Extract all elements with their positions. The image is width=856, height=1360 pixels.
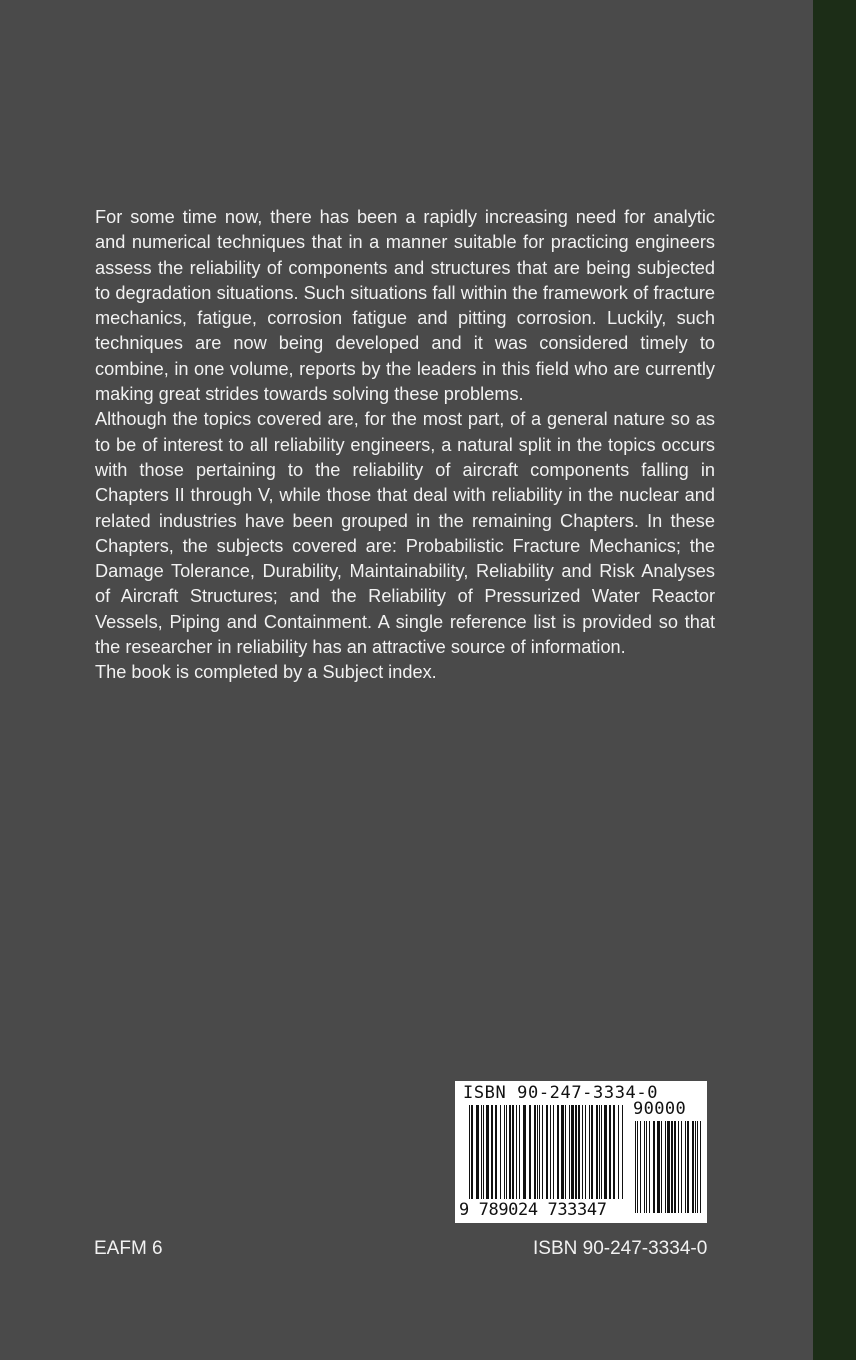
- barcode-bar: [553, 1105, 554, 1199]
- blurb-paragraph-2: Although the topics covered are, for the most part, of a general nature so as to be of interest to all reliability engineers, a natural split in the topics occurs with those pertaining to the reliability of aircraft components falling in Chapters II through V, while those that deal with reliability in the nuclear and related industries have been grouped in the remaining Chapters. In these Chapters, the subjects covered are: Probabilistic Fracture Mechanics; the Damage Tolerance, Durability, Maintainability, Reliability and Risk Analyses of Aircraft Structures; and the Reliability of Pressurized Water Reactor Vessels, Piping and Containment. A single reference list is provided so that the researcher in reliability has an attractive source of information.: [95, 409, 715, 658]
- barcode-bar: [542, 1105, 543, 1199]
- barcode-bar: [697, 1121, 698, 1213]
- barcode-supplement-number: 90000: [633, 1099, 687, 1119]
- barcode-bar: [657, 1121, 660, 1213]
- cover-blurb: [95, 205, 715, 686]
- barcode-bar: [622, 1105, 623, 1199]
- barcode-isbn-label: ISBN 90-247-3334-0: [463, 1083, 659, 1103]
- barcode-ean-number: 9 789024 733347: [459, 1200, 607, 1220]
- barcode-bar: [481, 1105, 482, 1199]
- barcode-bar: [695, 1121, 696, 1213]
- series-label: EAFM 6: [94, 1238, 163, 1259]
- barcode-bar: [582, 1105, 583, 1199]
- barcode-bar: [546, 1105, 548, 1199]
- barcode-bar: [609, 1105, 611, 1199]
- barcode-bar: [550, 1105, 551, 1199]
- barcode-bar: [635, 1121, 636, 1213]
- barcode-bar: [571, 1105, 574, 1199]
- barcode-bar: [644, 1121, 645, 1213]
- barcode-bar: [539, 1105, 540, 1199]
- book-spine: [813, 0, 856, 1360]
- barcode-bar: [469, 1105, 470, 1199]
- barcode-bar: [613, 1105, 615, 1199]
- barcode-bar: [599, 1105, 600, 1199]
- isbn-barcode: [455, 1081, 707, 1223]
- barcode-bar: [674, 1121, 676, 1213]
- barcode-bar: [637, 1121, 638, 1213]
- isbn-footer: ISBN 90-247-3334-0: [533, 1238, 708, 1259]
- barcode-bar: [649, 1121, 650, 1213]
- barcode-bar: [596, 1105, 598, 1199]
- barcode-bar: [565, 1105, 566, 1199]
- barcode-bar: [585, 1105, 586, 1199]
- barcode-bar: [681, 1121, 682, 1213]
- barcode-bar: [578, 1105, 580, 1199]
- barcode-bar: [601, 1105, 602, 1199]
- barcode-bar: [591, 1105, 593, 1199]
- barcode-bar: [665, 1121, 666, 1213]
- barcode-bar: [653, 1121, 655, 1213]
- barcode-bar: [687, 1121, 689, 1213]
- barcode-bar: [589, 1105, 590, 1199]
- barcode-bar: [667, 1121, 670, 1213]
- barcode-bar: [640, 1121, 641, 1213]
- barcode-bar: [604, 1105, 607, 1199]
- barcode-bar: [575, 1105, 577, 1199]
- barcode-bar: [700, 1121, 701, 1213]
- barcode-bar: [506, 1105, 507, 1199]
- barcode-bar: [495, 1105, 497, 1199]
- barcode-bar: [569, 1105, 570, 1199]
- barcode-bar: [523, 1105, 526, 1199]
- barcode-bar: [537, 1105, 538, 1199]
- barcode-bar: [557, 1105, 559, 1199]
- barcode-bar: [476, 1105, 479, 1199]
- barcode-bar: [509, 1105, 511, 1199]
- barcode-bar: [529, 1105, 531, 1199]
- barcode-bar: [561, 1105, 564, 1199]
- barcode-bar: [512, 1105, 514, 1199]
- barcode-bar: [504, 1105, 505, 1199]
- barcode-bar: [671, 1121, 673, 1213]
- barcode-bar: [678, 1121, 679, 1213]
- barcode-bar: [483, 1105, 484, 1199]
- blurb-paragraph-3: The book is completed by a Subject index.: [95, 662, 437, 683]
- barcode-bar: [491, 1105, 493, 1199]
- barcode-bar: [519, 1105, 520, 1199]
- barcode-bar: [646, 1121, 647, 1213]
- barcode-bar: [486, 1105, 489, 1199]
- barcode-bar: [661, 1121, 662, 1213]
- barcode-bar: [685, 1121, 686, 1213]
- barcode-bar: [516, 1105, 517, 1199]
- blurb-paragraph-1: For some time now, there has been a rapidly increasing need for analytic and numerical techniques that in a manner suitable for practicing engineers assess the reliability of components and structures that are being subjected to degradation situations. Such situations fall within the framework of fracture mechanics, fatigue, corrosion fatigue and pitting corrosion. Luckily, such techniques are now being developed and it was considered timely to combine, in one volume, reports by the leaders in this field who are currently making great strides towards solving these problems.: [95, 207, 715, 405]
- barcode-bar: [471, 1105, 473, 1199]
- barcode-bar: [500, 1105, 501, 1199]
- barcode-bar: [618, 1105, 619, 1199]
- barcode-bar: [692, 1121, 694, 1213]
- barcode-bar: [534, 1105, 536, 1199]
